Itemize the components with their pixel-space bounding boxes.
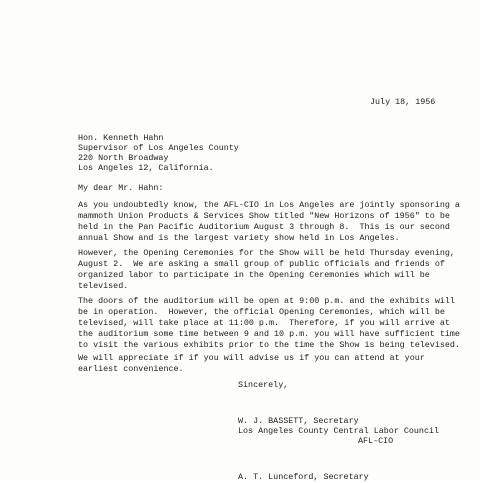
- paragraph-line: be in operation. However, the official Opening Ceremonies, which will be: [78, 306, 445, 317]
- signature-line: A. T. Lunceford, Secretary: [238, 472, 369, 482]
- paragraph-line: mammoth Union Products & Services Show titled "New Horizons of 1956" to be: [78, 210, 450, 221]
- salutation: My dear Mr. Hahn:: [78, 183, 164, 193]
- signature-line: Los Angeles County Central Labor Council: [238, 426, 440, 436]
- recipient-line: Los Angeles 12, California.: [78, 163, 214, 173]
- body-paragraph-2: [78, 248, 455, 292]
- paragraph-line: However, the Opening Ceremonies for the Show will be held Thursday evening,: [78, 248, 455, 258]
- signature-line: W. J. BASSETT, Secretary: [238, 416, 359, 426]
- paragraph-line: televised.: [78, 280, 129, 291]
- paragraph-line: the auditorium some time between 9 and 10 p.m. you will have sufficient time: [78, 328, 460, 339]
- paragraph-line: earliest convenience.: [78, 363, 184, 374]
- body-paragraph-4: [78, 353, 425, 375]
- paragraph-line: As you undoubtedly know, the AFL-CIO in Los Angeles are jointly sponsoring a: [78, 200, 460, 210]
- body-paragraph-3: [78, 296, 460, 351]
- paragraph-line: August 2. We are asking a small group of public officials and friends of: [78, 258, 445, 269]
- recipient-line: Hon. Kenneth Hahn: [78, 133, 164, 143]
- letter-date: July 18, 1956: [370, 97, 436, 107]
- recipient-line: Supervisor of Los Angeles County: [78, 143, 239, 153]
- paragraph-line: annual Show and is the largest variety show held in Los Angeles.: [78, 232, 400, 243]
- recipient-line: 220 North Broadway: [78, 153, 169, 163]
- closing: Sincerely,: [238, 380, 289, 390]
- paragraph-line: The doors of the auditorium will be open at 9:00 p.m. and the exhibits will: [78, 296, 455, 306]
- body-paragraph-1: [78, 200, 460, 244]
- signature-suffix: AFL-CIO: [358, 436, 394, 446]
- paragraph-line: held in the Pan Pacific Auditorium August 3 through 8. This is our second: [78, 221, 450, 232]
- paragraph-line: We will appreciate if if you will advise us if you can attend at your: [78, 353, 425, 363]
- paragraph-line: to visit the various exhibits prior to the time the Show is being televised.: [78, 339, 460, 350]
- paragraph-line: televised, will take place at 11:00 p.m. Therefore, if you will arrive at: [78, 317, 450, 328]
- paragraph-line: organized labor to participate in the Opening Ceremonies which will be: [78, 269, 430, 280]
